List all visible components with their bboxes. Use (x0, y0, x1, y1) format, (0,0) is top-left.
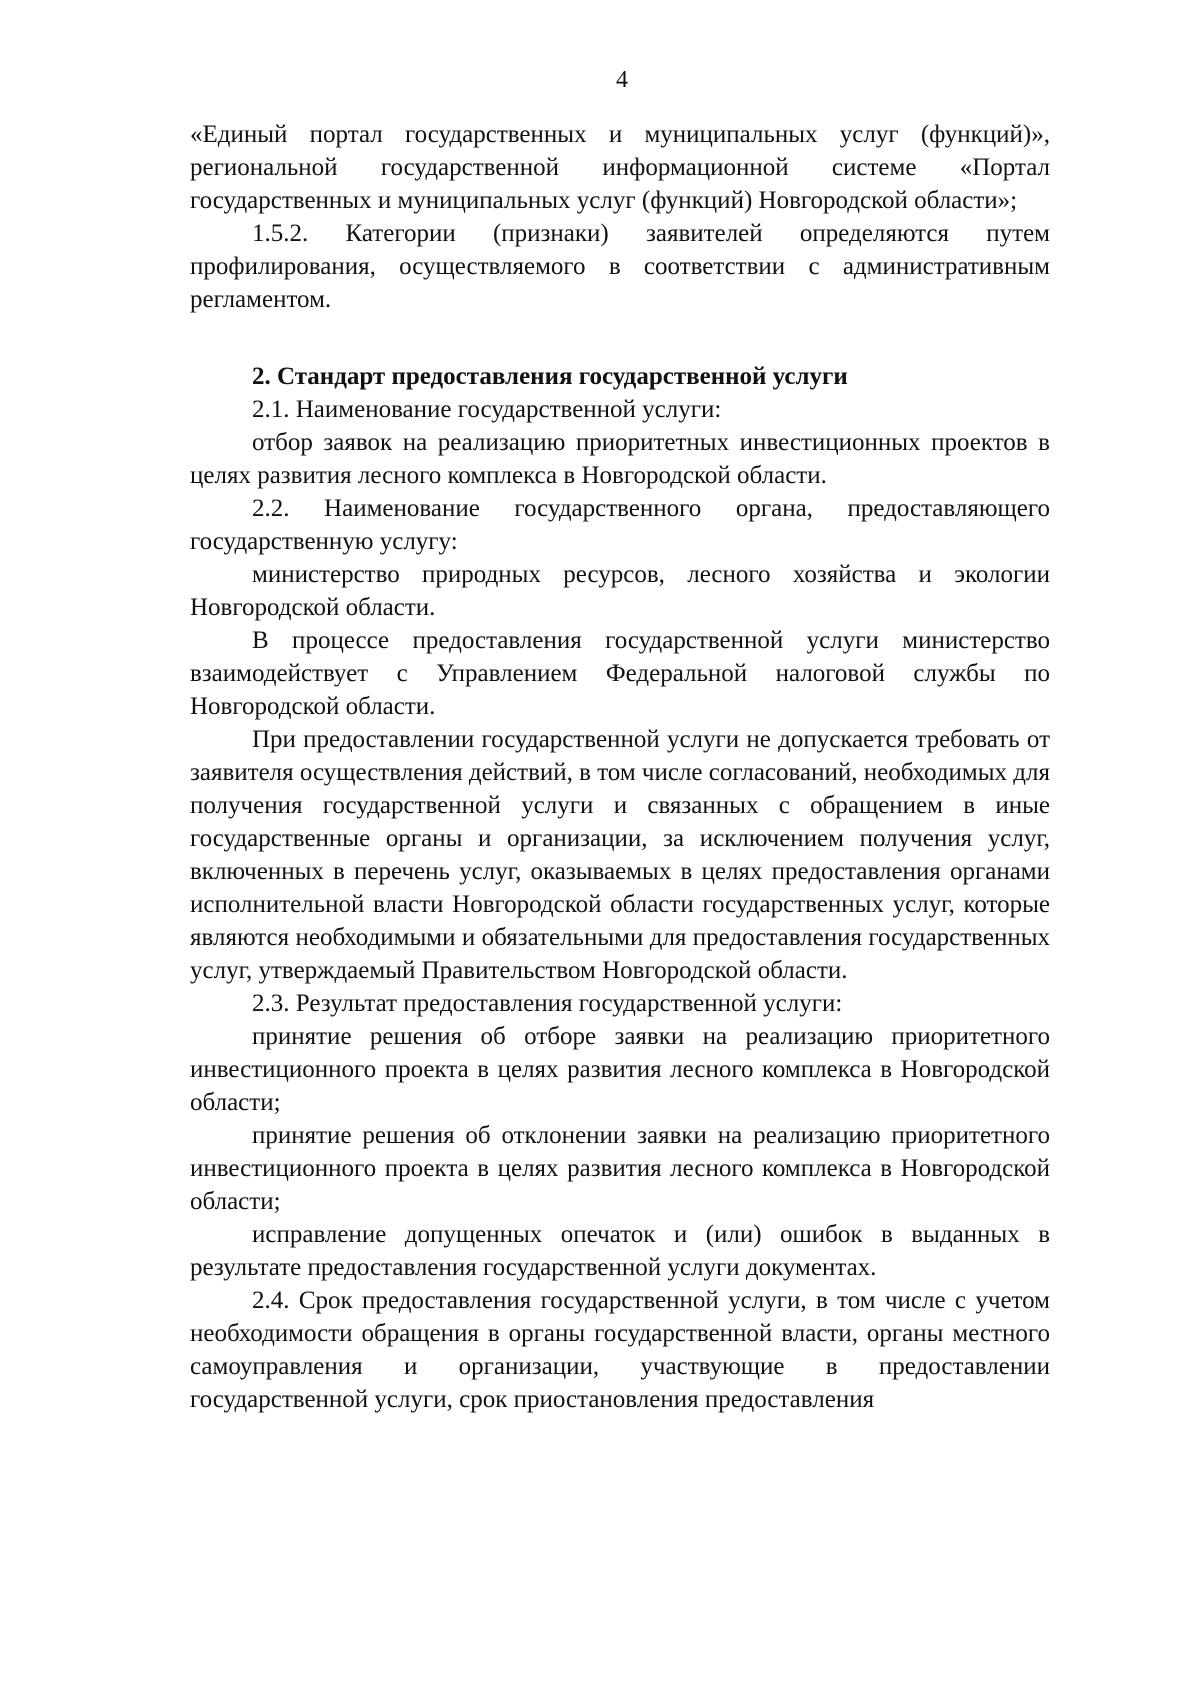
paragraph-portal: «Единый портал государственных и муниципальных услуг (функций)», региональной государственной информационной системе «Портал государственных и муниципальных услуг (функций) Новгородской области»; (190, 121, 1050, 214)
paragraph-2-1: 2.1. Наименование государственной услуги: (252, 396, 722, 423)
paragraph-restrictions: При предоставлении государственной услуги не допускается требовать от заявителя осуществления действий, в том числе согласований, необходимых для получения государственной услуги и связанных с обращением в иные государственные органы и организации, за исключением получения услуг, включенных в перечень услуг, оказываемых в целях предоставления органами исполнительной власти Новгородской области государственных услуг, которые являются необходимыми и обязательными для предоставления государственных услуг, утверждаемый Правительством Новгородской области. (190, 726, 1050, 984)
paragraph-1-5-2: 1.5.2. Категории (признаки) заявителей определяются путем профилирования, осуществляемого в соответствии с административным регламентом. (190, 220, 1050, 313)
paragraph-ministry: министерство природных ресурсов, лесного хозяйства и экологии Новгородской области. (190, 561, 1050, 621)
paragraph-result-reject: принятие решения об отклонении заявки на реализацию приоритетного инвестиционного проекта в целях развития лесного комплекса в Новгородской области; (190, 1122, 1050, 1215)
document-body (190, 118, 1050, 1416)
paragraph-2-2: 2.2. Наименование государственного органа, предоставляющего государственную услугу: (190, 495, 1050, 555)
paragraph-result-accept: принятие решения об отборе заявки на реализацию приоритетного инвестиционного проекта в целях развития лесного комплекса в Новгородской области; (190, 1023, 1050, 1116)
paragraph-2-3: 2.3. Результат предоставления государственной услуги: (252, 990, 843, 1017)
paragraph-interaction: В процессе предоставления государственной услуги министерство взаимодействует с Управлением Федеральной налоговой службы по Новгородской области. (190, 627, 1050, 720)
paragraph-2-4: 2.4. Срок предоставления государственной услуги, в том числе с учетом необходимости обращения в органы государственной власти, органы местного самоуправления и организации, участвующие в предоставлении государственной услуги, срок приостановления предоставления (190, 1287, 1050, 1413)
page-number: 4 (616, 67, 628, 93)
paragraph-result-correction: исправление допущенных опечаток и (или) ошибок в выданных в результате предоставления государственной услуги документах. (190, 1221, 1050, 1281)
paragraph-service-name: отбор заявок на реализацию приоритетных инвестиционных проектов в целях развития лесного комплекса в Новгородской области. (190, 429, 1050, 489)
section-heading-2: 2. Стандарт предоставления государственной услуги (252, 363, 848, 390)
